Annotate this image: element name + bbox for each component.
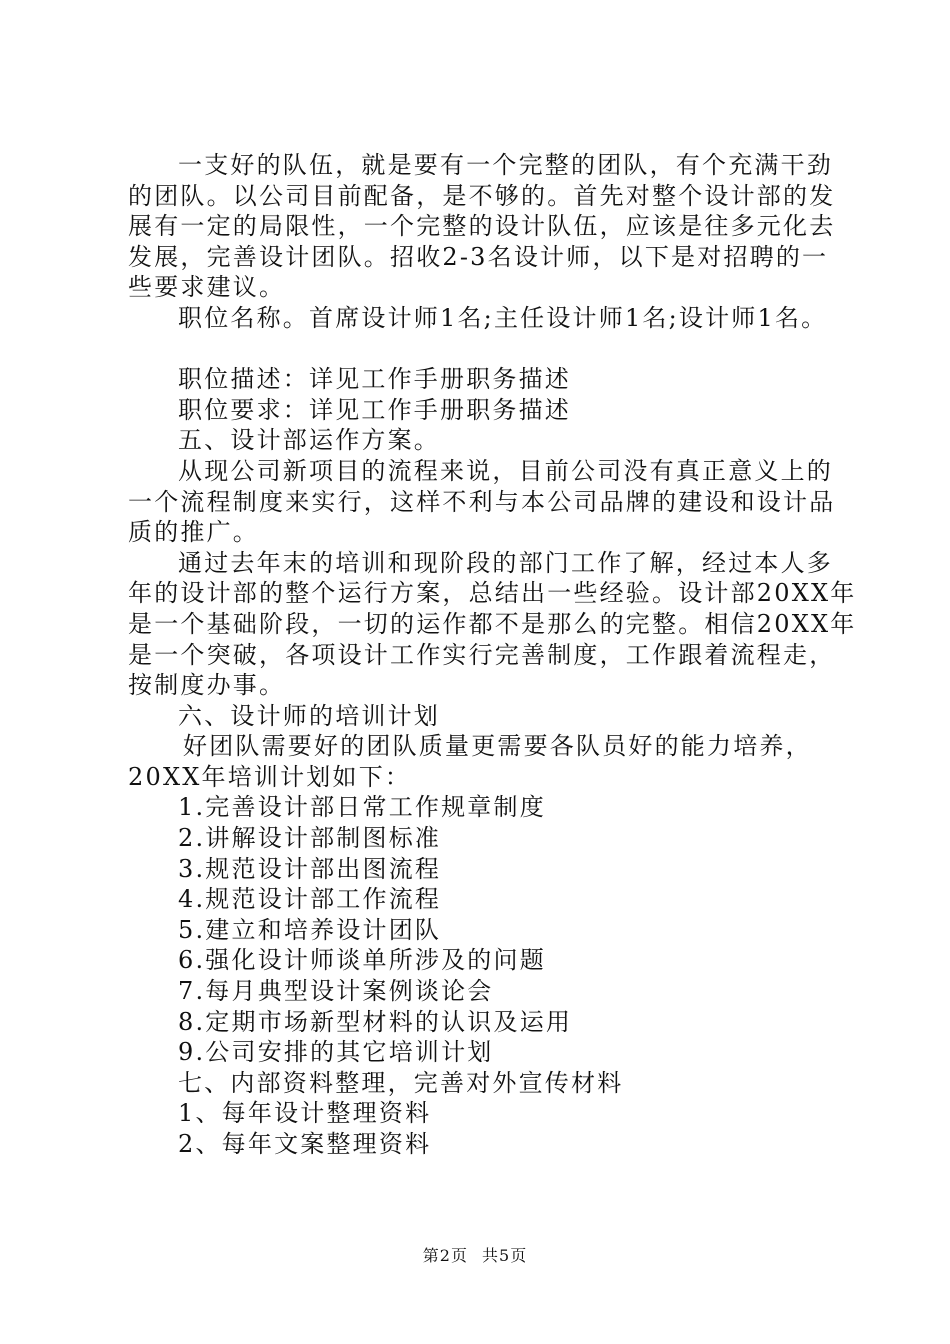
- paragraph-line: 年的设计部的整个运行方案，总结出一些经验。设计部20XX年: [128, 579, 857, 608]
- list-item: 2、每年文案整理资料: [178, 1130, 432, 1158]
- paragraph-line: 是一个突破，各项设计工作实行完善制度，工作跟着流程走，: [128, 640, 836, 669]
- page-footer: [0, 1243, 950, 1266]
- paragraph-line: 从现公司新项目的流程来说，目前公司没有真正意义上的: [178, 456, 833, 485]
- list-item: 2.讲解设计部制图标准: [178, 824, 442, 853]
- paragraph-line: 些要求建议。: [128, 273, 286, 302]
- section-heading-6: 六、设计师的培训计划: [178, 701, 440, 730]
- list-item: 6.强化设计师谈单所涉及的问题: [178, 946, 546, 975]
- list-item: 5.建立和培养设计团队: [178, 915, 442, 944]
- section-heading-7: 七、内部资料整理，完善对外宣传材料: [178, 1068, 624, 1097]
- paragraph-line: 是一个基础阶段，一切的运作都不是那么的完整。相信20XX年: [128, 609, 857, 638]
- document-body: [128, 150, 857, 1160]
- paragraph-line: 20XX年培训计划如下：: [128, 762, 412, 791]
- page-total: 共5页: [482, 1246, 528, 1265]
- paragraph-line: 一支好的队伍，就是要有一个完整的团队，有个充满干劲: [178, 151, 833, 179]
- paragraph-line: 通过去年末的培训和现阶段的部门工作了解，经过本人多: [178, 548, 833, 577]
- paragraph-line: 一个流程制度来实行，这样不利与本公司品牌的建设和设计品: [128, 487, 836, 516]
- list-item: 4.规范设计部工作流程: [178, 885, 442, 914]
- list-item: 1.完善设计部日常工作规章制度: [178, 793, 546, 822]
- job-requirements-line: 职位要求：详见工作手册职务描述: [178, 395, 571, 424]
- list-item: 3.规范设计部出图流程: [178, 854, 442, 883]
- paragraph-line: 按制度办事。: [128, 671, 286, 700]
- paragraph-line: 展有一定的局限性，一个完整的设计队伍，应该是往多元化去: [128, 212, 836, 241]
- list-item: 1、每年设计整理资料: [178, 1099, 432, 1128]
- list-item: 8.定期市场新型材料的认识及运用: [178, 1007, 573, 1036]
- paragraph-line: 好团队需要好的团队质量更需要各队员好的能力培养，: [183, 732, 812, 761]
- blank-line: [128, 334, 850, 365]
- paragraph-line: 发展，完善设计团队。招收2-3名设计师，以下是对招聘的一: [128, 242, 829, 271]
- job-titles-line: 职位名称。首席设计师1名;主任设计师1名;设计师1名。: [178, 303, 828, 332]
- page-number: 第2页: [422, 1246, 468, 1265]
- paragraph-line: 质的推广。: [128, 518, 259, 547]
- section-heading-5: 五、设计部运作方案。: [178, 426, 440, 455]
- list-item: 9.公司安排的其它培训计划: [178, 1038, 494, 1067]
- list-item: 7.每月典型设计案例谈论会: [178, 977, 494, 1006]
- paragraph-line: 的团队。以公司目前配备，是不够的。首先对整个设计部的发: [128, 181, 836, 210]
- job-description-line: 职位描述：详见工作手册职务描述: [178, 365, 571, 394]
